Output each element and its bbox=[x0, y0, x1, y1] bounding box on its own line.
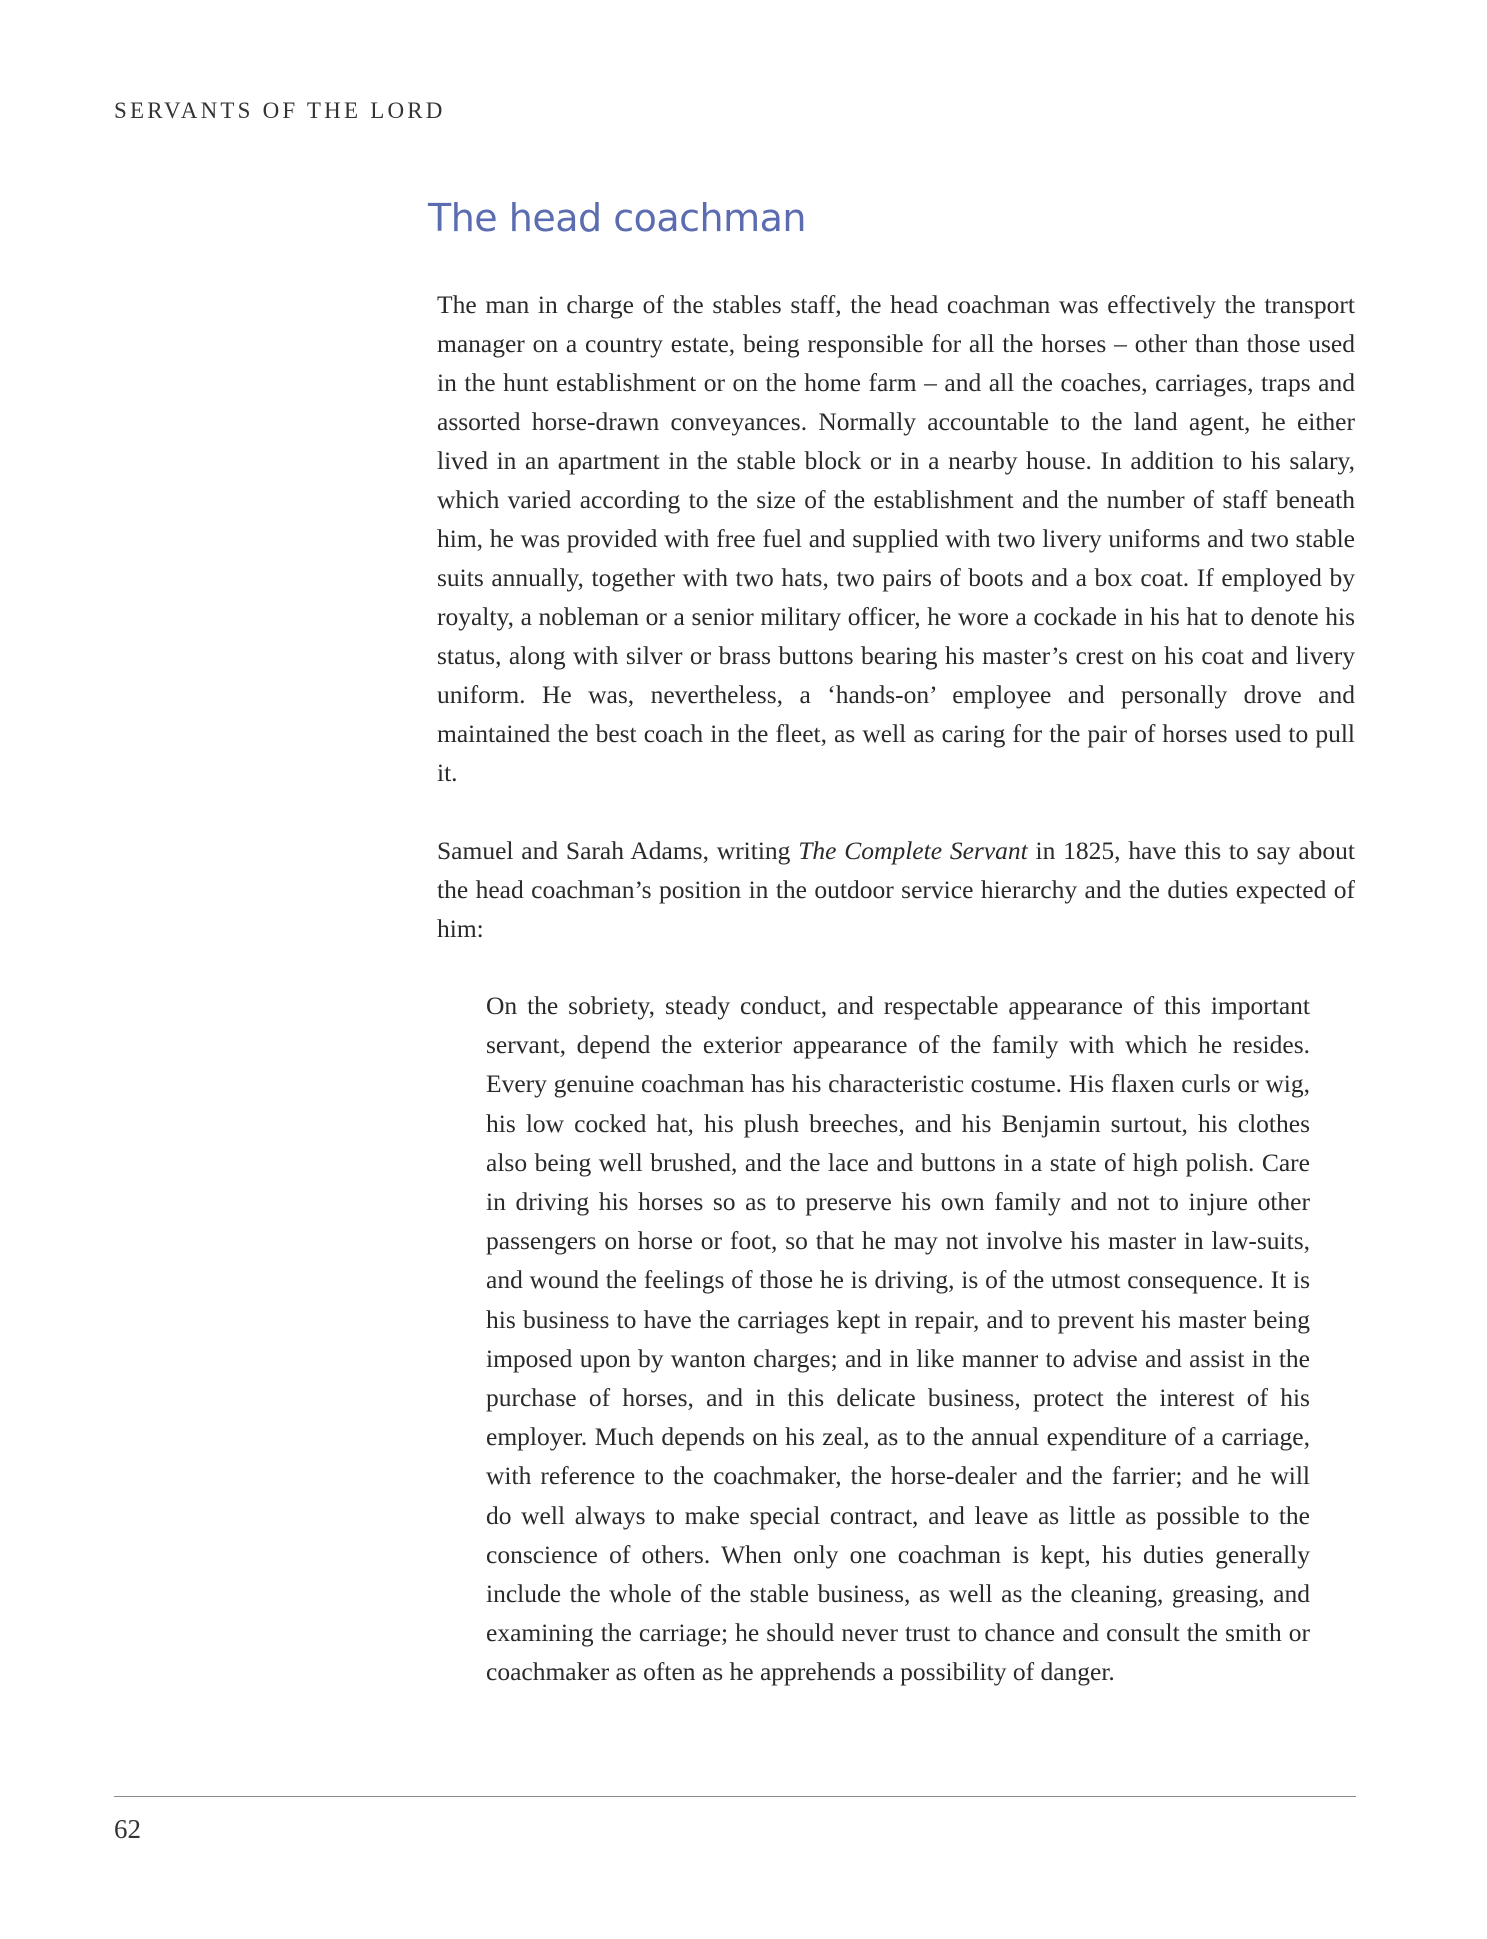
paragraph-2-tail: in 1825, have this to say about the head coachman’s position in the outdoor service hierarchy and the duties expected of him: bbox=[437, 836, 1356, 943]
block-quote: On the sobriety, steady conduct, and respectable appearance of this important servant, depend the exterior appearance of the family with which he resides. Every genuine coachman has his characteristic costume. His flaxen curls or wig, his low cocked hat, his plush breeches, and his Benjamin surtout, his clothes also being well brushed, and the lace and buttons in a state of high polish. Care in driving his horses so as to preserve his own family and not to injure other passengers on horse or foot, so that he may not involve his master in law-suits, and wound the feelings of those he is driving, is of the utmost consequence. It is his business to have the carriages kept in repair, and to prevent his master being imposed upon by wanton charges; and in like manner to advise and assist in the purchase of horses, and in this delicate business, protect the interest of his employer. Much depends on his zeal, as to the annual expenditure of a carriage, with reference to the coachmaker, the horse-dealer and the farrier; and he will do well always to make special contract, and leave as little as possible to the conscience of others. When only one coachman is kept, his duties generally include the whole of the stable business, as well as the cleaning, greasing, and examining the carriage; he should never trust to chance and consult the smith or coachmaker as often as he apprehends a possibility of danger. bbox=[486, 991, 1310, 1687]
book-title: The Complete Servant bbox=[798, 836, 1028, 865]
page-number: 62 bbox=[114, 1814, 141, 1844]
footer-rule bbox=[114, 1796, 1356, 1797]
paragraph-2-lead: Samuel and Sarah Adams, writing bbox=[437, 836, 799, 865]
section-title: The head coachman bbox=[428, 196, 806, 240]
running-head: SERVANTS OF THE LORD bbox=[114, 98, 446, 123]
body-paragraph-1: The man in charge of the stables staff, the head coachman was effectively the transport manager on a country estate, being responsible for all the horses – other than those used in the hunt establishment or on the home farm – and all the coaches, carriages, traps and assorted horse-drawn conveyances. Normally accountable to the land agent, he either lived in an apartment in the stable block or in a nearby house. In addition to his salary, which varied according to the size of the establishment and the number of staff beneath him, he was provided with free fuel and supplied with two livery uniforms and two stable suits annually, together with two hats, two pairs of boots and a box coat. If employed by royalty, a nobleman or a senior military officer, he wore a cockade in his hat to denote his status, along with silver or brass buttons bearing his master’s crest on his coat and livery uniform. He was, nevertheless, a ‘hands-on’ employee and personally drove and maintained the best coach in the fleet, as well as caring for the pair of horses used to pull it. bbox=[437, 290, 1355, 787]
body-paragraph-2 bbox=[437, 831, 1355, 948]
